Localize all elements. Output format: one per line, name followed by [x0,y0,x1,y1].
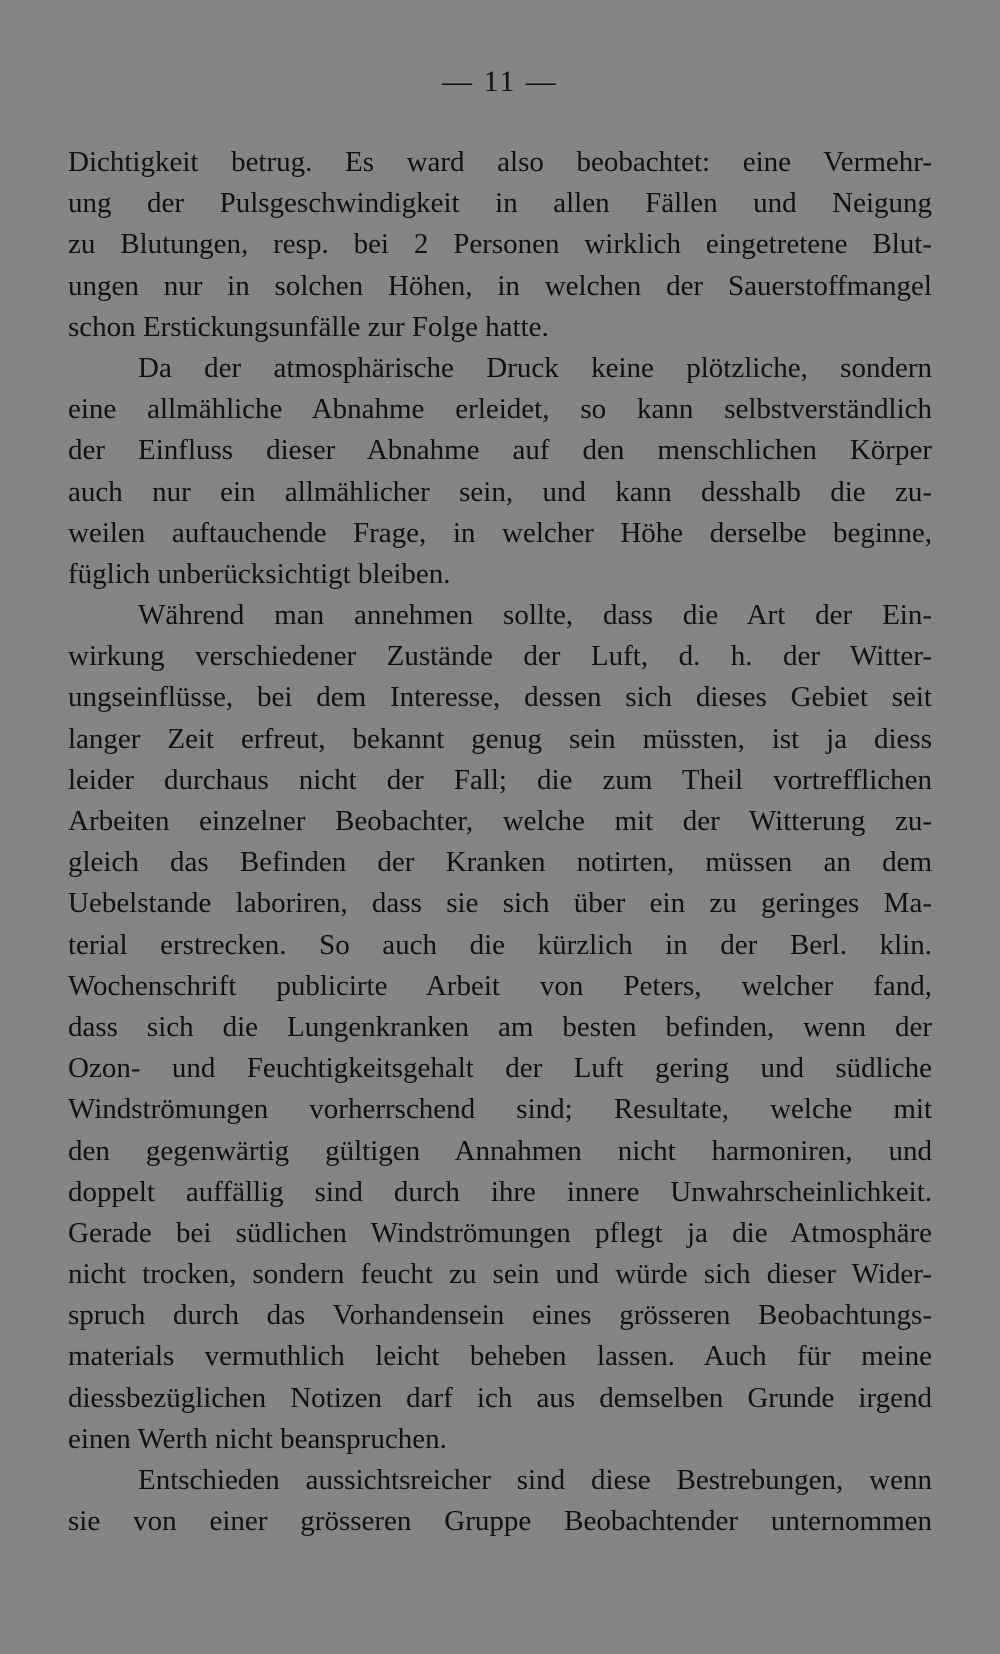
text-line: Wochenschrift publicirte Arbeit von Peters, welcher fand, [68,969,932,1002]
text-line: terial erstrecken. So auch die kürzlich in der Berl. klin. [68,928,932,961]
text-line: Ozon- und Feuchtigkeitsgehalt der Luft gering und südliche [68,1052,932,1085]
text-line: diessbezüglichen Notizen darf ich aus demselben Grunde irgend [68,1381,932,1414]
text-line: der Einfluss dieser Abnahme auf den menschlichen Körper [68,434,932,467]
text-line: Gerade bei südlichen Windströmungen pflegt ja die Atmosphäre [68,1216,932,1249]
text-line: leider durchaus nicht der Fall; die zum Theil vortrefflichen [68,763,932,796]
text-line: Während man annehmen sollte, dass die Art der Ein- [138,599,932,632]
page-number: — 11 — [442,65,558,98]
body-text [68,142,932,1542]
text-line: eine allmähliche Abnahme erleidet, so kann selbstverständlich [68,393,932,426]
text-line: sie von einer grösseren Gruppe Beobachtender unternommen [68,1505,932,1538]
text-line: füglich unberücksichtigt bleiben. [68,557,451,590]
text-line: Windströmungen vorherrschend sind; Resultate, welche mit [68,1093,932,1126]
text-line: schon Erstickungsunfälle zur Folge hatte. [68,310,549,343]
text-line: ungen nur in solchen Höhen, in welchen der Sauerstoffmangel [68,269,932,302]
text-line: Entschieden aussichtsreicher sind diese Bestrebungen, wenn [138,1464,932,1496]
text-line: Arbeiten einzelner Beobachter, welche mit der Witterung zu- [68,805,932,837]
text-line: Dichtigkeit betrug. Es ward also beobachtet: eine Vermehr- [68,146,932,178]
text-line: den gegenwärtig gültigen Annahmen nicht harmoniren, und [68,1134,932,1167]
text-line: zu Blutungen, resp. bei 2 Personen wirklich eingetretene Blut- [68,228,932,261]
text-line: einen Werth nicht beanspruchen. [68,1422,447,1455]
text-line: ungseinflüsse, bei dem Interesse, dessen sich dieses Gebiet seit [68,681,932,714]
text-line: doppelt auffällig sind durch ihre innere Unwahrscheinlichkeit. [68,1175,932,1208]
text-line: spruch durch das Vorhandensein eines grösseren Beobachtungs- [68,1299,932,1332]
text-line: materials vermuthlich leicht beheben lassen. Auch für meine [68,1340,932,1373]
text-line: gleich das Befinden der Kranken notirten, müssen an dem [68,846,932,879]
text-line: wirkung verschiedener Zustände der Luft, d. h. der Witter- [68,640,932,673]
text-line: weilen auftauchende Frage, in welcher Höhe derselbe beginne, [68,516,932,549]
text-line: Da der atmosphärische Druck keine plötzliche, sondern [138,351,932,384]
text-line: langer Zeit erfreut, bekannt genug sein müssten, ist ja diess [68,722,932,755]
text-line: dass sich die Lungenkranken am besten befinden, wenn der [68,1010,932,1043]
text-line: Uebelstande laboriren, dass sie sich über ein zu geringes Ma- [68,887,932,920]
text-line: nicht trocken, sondern feucht zu sein und würde sich dieser Wider- [68,1258,932,1291]
text-line: auch nur ein allmählicher sein, und kann desshalb die zu- [68,475,932,508]
text-line: ung der Pulsgeschwindigkeit in allen Fällen und Neigung [68,187,932,220]
